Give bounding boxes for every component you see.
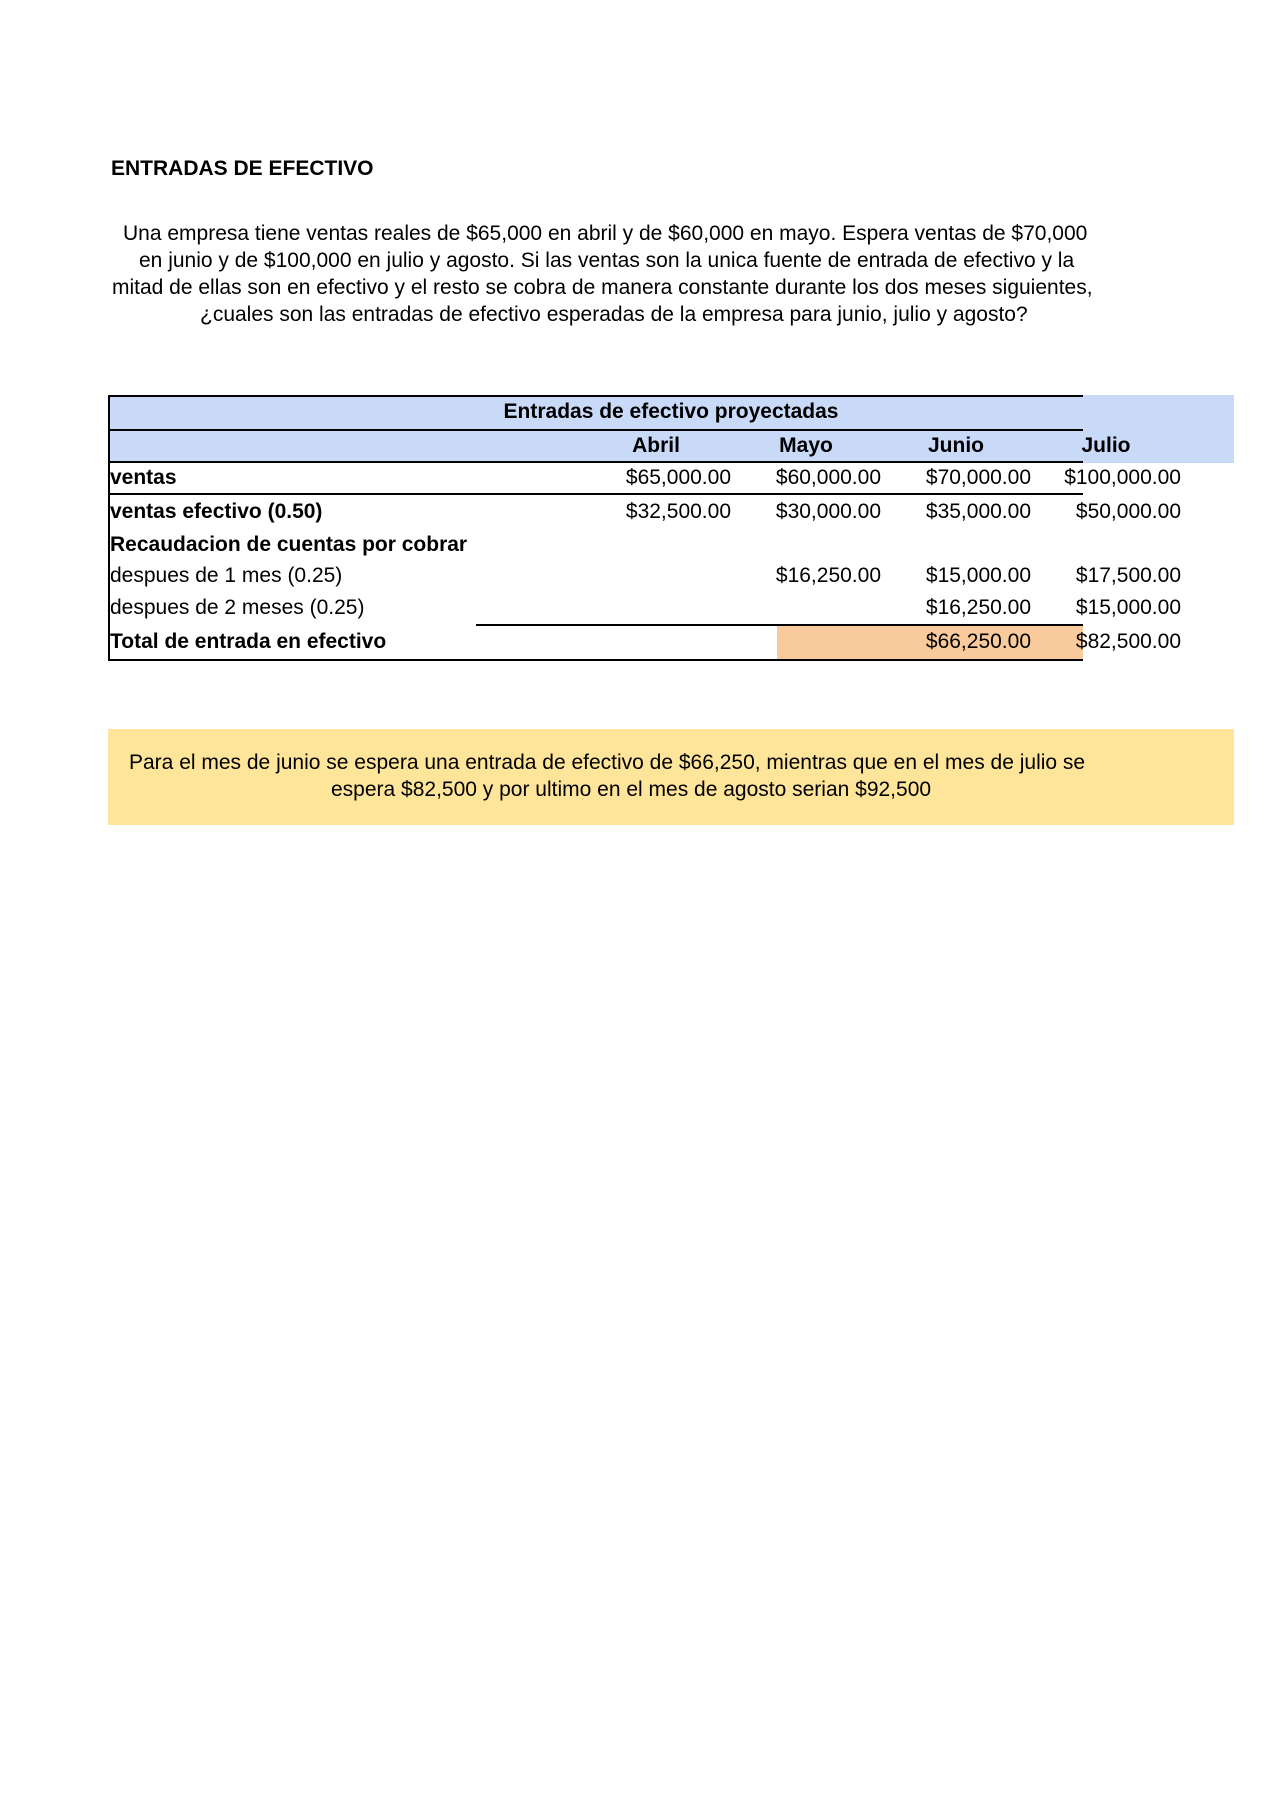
- row-label-despues-2-meses: despues de 2 meses (0.25): [110, 596, 365, 619]
- month-header-junio: Junio: [928, 434, 984, 457]
- cell-ventas-abril: $65,000.00: [625, 466, 731, 489]
- cell-efectivo-abril: $32,500.00: [625, 500, 731, 523]
- conclusion-line-1: Para el mes de junio se espera una entrada de efectivo de $66,250, mientras que en el mes de julio se: [129, 751, 1086, 774]
- row-label-ventas-efectivo: ventas efectivo (0.50): [110, 500, 323, 523]
- cell-ventas-junio: $70,000.00: [925, 466, 1031, 489]
- row-label-despues-1-mes: despues de 1 mes (0.25): [110, 564, 343, 587]
- month-header-abril: Abril: [632, 434, 680, 457]
- cell-2meses-junio: $16,250.00: [925, 596, 1031, 619]
- conclusion-box: [108, 729, 1234, 825]
- row-label-ventas: ventas: [110, 466, 177, 489]
- cell-total-julio: $82,500.00: [1075, 630, 1181, 653]
- month-header-julio: Julio: [1081, 434, 1131, 457]
- cell-1mes-mayo: $16,250.00: [775, 564, 881, 587]
- cell-1mes-julio: $17,500.00: [1075, 564, 1181, 587]
- table-bottom-border: [108, 659, 1083, 661]
- problem-line-3: mitad de ellas son en efectivo y el resto se cobra de manera constante durante los dos meses siguientes,: [112, 276, 1093, 299]
- problem-line-1: Una empresa tiene ventas reales de $65,000 en abril y de $60,000 en mayo. Espera ventas de $70,000: [123, 222, 1088, 245]
- table-title: Entradas de efectivo proyectadas: [503, 400, 839, 423]
- problem-line-2: en junio y de $100,000 en julio y agosto. Si las ventas son la unica fuente de entrada de efectivo y la: [139, 249, 1075, 272]
- cell-ventas-julio: $100,000.00: [1064, 466, 1181, 489]
- problem-line-4: ¿cuales son las entradas de efectivo esperadas de la empresa para junio, julio y agosto?: [200, 303, 1028, 326]
- page-title: ENTRADAS DE EFECTIVO: [111, 157, 374, 180]
- cash-inflow-table: [108, 395, 1181, 661]
- cell-efectivo-julio: $50,000.00: [1075, 500, 1181, 523]
- cell-1mes-junio: $15,000.00: [925, 564, 1031, 587]
- conclusion-line-2: espera $82,500 y por ultimo en el mes de agosto serian $92,500: [331, 778, 932, 801]
- cell-efectivo-junio: $35,000.00: [925, 500, 1031, 523]
- row-label-total: Total de entrada en efectivo: [110, 630, 387, 653]
- cell-2meses-julio: $15,000.00: [1075, 596, 1181, 619]
- cell-efectivo-mayo: $30,000.00: [775, 500, 881, 523]
- cell-total-junio: $66,250.00: [925, 630, 1031, 653]
- month-header-mayo: Mayo: [779, 434, 833, 457]
- problem-statement: [108, 220, 1093, 332]
- cell-ventas-mayo: $60,000.00: [775, 466, 881, 489]
- row-label-recaudacion: Recaudacion de cuentas por cobrar: [110, 533, 468, 556]
